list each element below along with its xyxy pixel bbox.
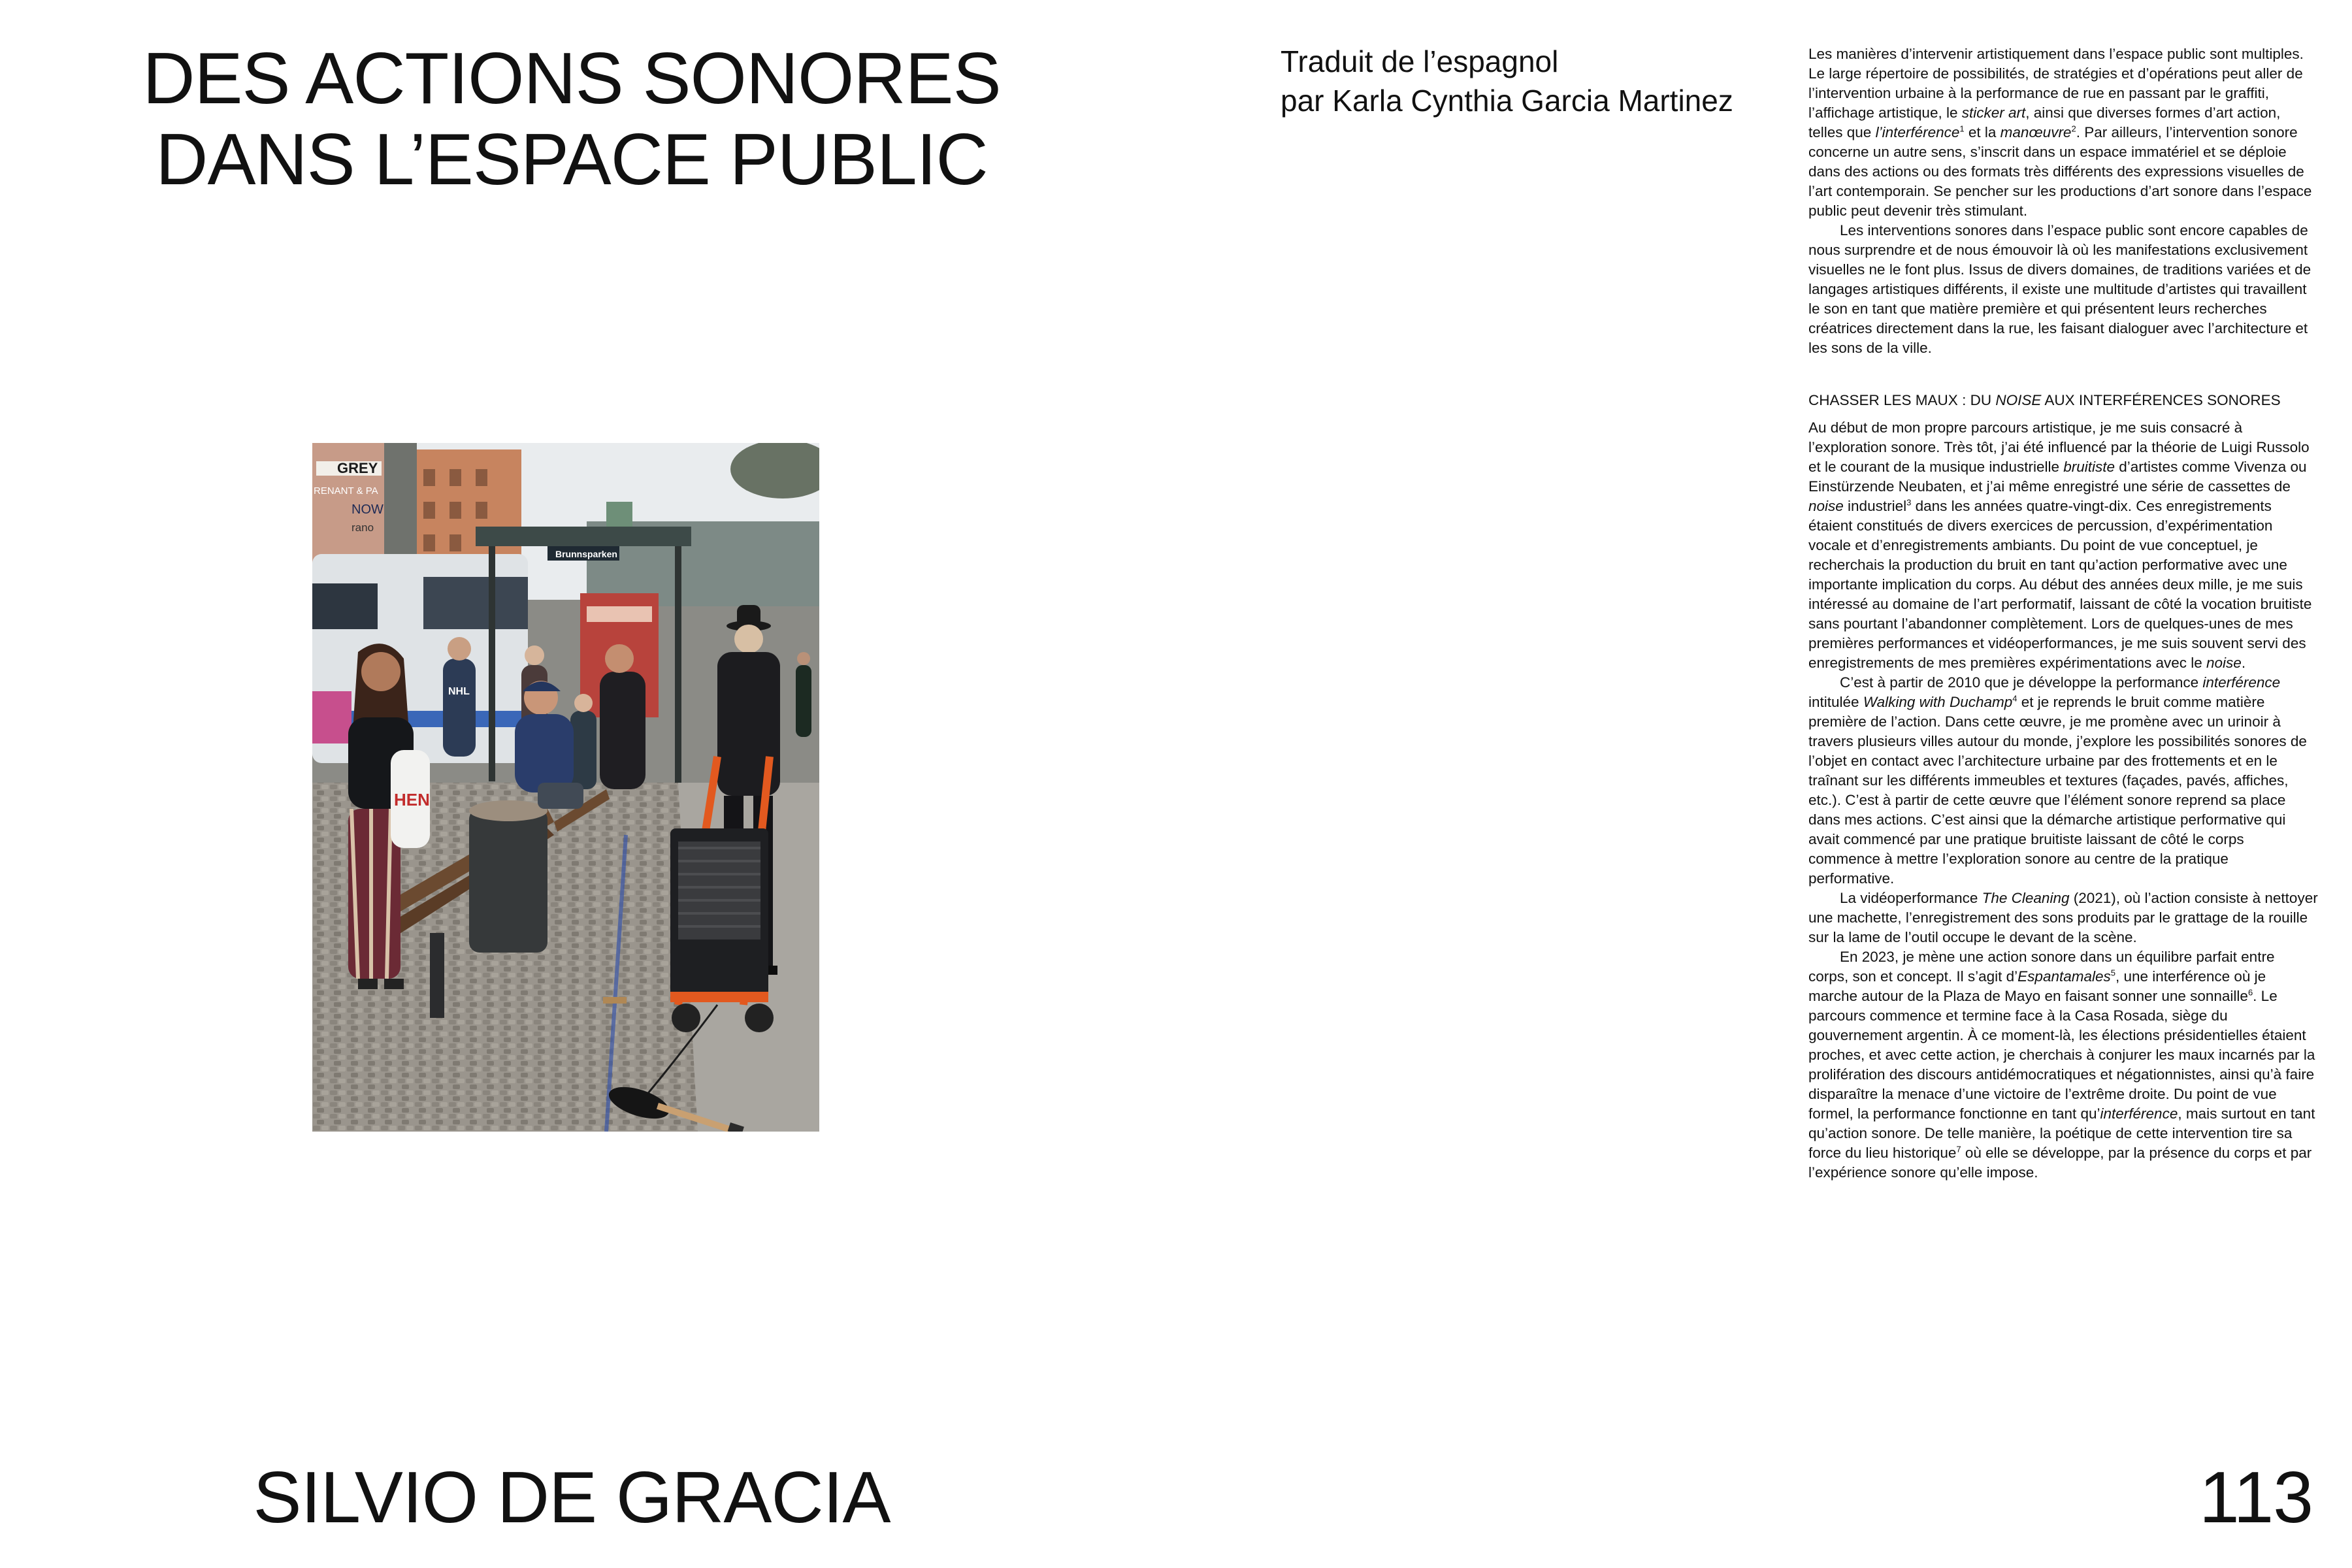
text-run: , une interférence où je marche autour de la Plaza de Mayo en faisant sonner une sonnaille bbox=[1808, 968, 2266, 1004]
bus-shelter-roof bbox=[476, 527, 691, 546]
store-text-3: rano bbox=[351, 521, 374, 534]
building-sign: GREY bbox=[337, 460, 378, 476]
photo-illustration bbox=[312, 443, 819, 1132]
text-run: et la bbox=[1964, 124, 2001, 140]
store-text-1: RENANT & PA bbox=[314, 485, 378, 497]
text-run: CHASSER LES MAUX : DU bbox=[1808, 392, 1996, 408]
shirt-print: NHL bbox=[448, 686, 470, 697]
italic-run: Espantamales bbox=[2017, 968, 2111, 985]
text-run: . Par ailleurs, l’intervention sonore concerne un autre sens, s’inscrit dans un espace immatériel et se déploie dans des actions ou des formats très différents des expressions visuelles de l’art contemporain. Se pencher sur les productions d’art sonore dans l’espace public peut devenir très stimulant. bbox=[1808, 124, 2312, 219]
italic-run: interférence bbox=[2202, 674, 2281, 691]
footnote-marker: 1 bbox=[1959, 123, 1965, 134]
bag-print: HEN bbox=[394, 790, 430, 809]
store-text-2: NOW bbox=[351, 502, 384, 517]
text-run: . Le parcours commence et termine face à la Casa Rosada, siège du gouvernement argentin. À ce moment-là, les élections présidentielles étaient proches, et avec cette action, je cherchais à conjurer les maux incarnés par la prolifération des discours antidémocratiques et négationnistes, ainsi qu’à faire disparaître la menace d’une victoire de l’extrême droite. Du point de vue formel, la performance fonctionne en tant qu’ bbox=[1808, 988, 2315, 1122]
intro-text bbox=[1808, 44, 2318, 358]
text-run: C’est à partir de 2010 que je développe la performance bbox=[1840, 674, 2203, 691]
text-run: , mais surtout en tant qu’action sonore. De telle manière, la poétique de cette intervention tire sa force du lieu historique bbox=[1808, 1105, 2315, 1161]
seated-man bbox=[515, 681, 583, 809]
body-paragraph bbox=[1808, 889, 2318, 947]
street-performance-photo bbox=[312, 443, 819, 1132]
italic-run: bruitiste bbox=[2063, 459, 2115, 475]
trash-bin bbox=[469, 809, 547, 953]
body-paragraph bbox=[1808, 673, 2318, 889]
article-title bbox=[131, 38, 1013, 200]
text-run: intitulée bbox=[1808, 694, 1863, 710]
text-run: En 2023, je mène une action sonore dans un équilibre parfait entre corps, son et concept. Il s’agit d’ bbox=[1808, 949, 2275, 985]
title-line-1: DES ACTIONS SONORES bbox=[142, 38, 1001, 119]
translator-credit bbox=[1281, 42, 1777, 120]
page-number: 113 bbox=[2199, 1457, 2313, 1538]
footnote-marker: 2 bbox=[2071, 123, 2076, 134]
text-run: et je reprends le bruit comme matière première de l’action. Dans cette œuvre, je me promène avec un urinoir à travers plusieurs villes autour du monde, j’explore les possibilités sonores de l’objet en contact avec l’architecture urbaine par des frottements et en le traînant sur les différents immeubles et textures (façades, pavés, affiches, etc.). C’est à partir de cette œuvre que l’élément sonore reprend sa place dans mes actions. C’est ainsi que la démarche artistique performative qui avait commencé par une pratique bruitiste laissant de côté le corps commence à mettre l’exploration sonore au centre de la pratique performative. bbox=[1808, 694, 2307, 887]
italic-run: noise bbox=[2206, 655, 2242, 671]
italic-run: NOISE bbox=[1995, 392, 2042, 408]
text-run: La vidéoperformance bbox=[1840, 890, 1982, 906]
text-run: . bbox=[2241, 655, 2246, 671]
translator-line-2: par Karla Cynthia Garcia Martinez bbox=[1281, 84, 1733, 118]
intro-paragraph bbox=[1808, 221, 2318, 358]
text-run: Au début de mon propre parcours artistique, je me suis consacré à l’exploration sonore. Très tôt, j’ai été influencé par la théorie de Luigi Russolo et le courant de la musique industrielle bbox=[1808, 419, 2310, 475]
intro-paragraph bbox=[1808, 44, 2318, 221]
body-paragraph bbox=[1808, 947, 2318, 1183]
footnote-marker: 7 bbox=[1956, 1144, 1961, 1154]
text-run: , ainsi que diverses formes d’art action, telles que bbox=[1808, 105, 2281, 140]
text-run: d’artistes comme Vivenza ou Einstürzende Neubaten, et j’ai même enregistré une série de cassettes de bbox=[1808, 459, 2307, 495]
text-run: (2021), où l’action consiste à nettoyer une machette, l’enregistrement des sons produits par le grattage de la rouille sur la lame de l’outil occupe le devant de la scène. bbox=[1808, 890, 2318, 945]
italic-run: noise bbox=[1808, 498, 1844, 514]
italic-run: manœuvre bbox=[2000, 124, 2072, 140]
body-paragraph bbox=[1808, 418, 2318, 673]
text-run: Les interventions sonores dans l’espace public sont encore capables de nous surprendre et de nous émouvoir là où les manifestations exclusivement visuelles ne le font plus. Issus de divers domaines, de traditions variées et de langages artistiques différents, il existe une multitude d’artistes qui travaillent le son en tant que matière première et qui présentent leurs recherches créatrices directement dans la rue, les faisant dialoguer avec l’architecture et les sons de la ville. bbox=[1808, 222, 2311, 356]
footnote-marker: 4 bbox=[2012, 693, 2017, 704]
title-line-2: DANS L’ESPACE PUBLIC bbox=[155, 119, 988, 200]
author-name: SILVIO DE GRACIA bbox=[253, 1457, 890, 1538]
italic-run: l’interférence bbox=[1875, 124, 1960, 140]
translator-line-1: Traduit de l’espagnol bbox=[1281, 44, 1559, 78]
text-run: où elle se développe, par la présence du corps et par l’expérience sonore qu’elle impose. bbox=[1808, 1145, 2312, 1181]
section-heading bbox=[1808, 391, 2318, 410]
text-run: dans les années quatre-vingt-dix. Ces enregistrements étaient constitués de divers exercices de percussion, d’expérimentation vocale et d’enregistrements ambiants. Du point de vue conceptuel, je recherchais la production du bruit en tant qu’action performative avec une importante implication du corps. Au début des années deux mille, je me suis intéressé au domaine de l’art performatif, laissant de côté la vocation bruitiste sans pourtant l’abandonner complètement. Lors de quelques-unes de mes premières performances et vidéoperformances, je me suis souvent servi des enregistrements de mes premières expérimentations avec le bbox=[1808, 498, 2312, 671]
section-body bbox=[1808, 418, 2318, 1183]
text-run: industriel bbox=[1843, 498, 1907, 514]
footnote-marker: 6 bbox=[2247, 987, 2253, 998]
italic-run: The Cleaning bbox=[1982, 890, 2070, 906]
italic-run: interférence bbox=[2100, 1105, 2178, 1122]
italic-run: Walking with Duchamp bbox=[1863, 694, 2013, 710]
text-run: AUX INTERFÉRENCES SONORES bbox=[2041, 392, 2281, 408]
text-run: Les manières d’intervenir artistiquement dans l’espace public sont multiples. Le large répertoire de possibilités, de stratégies et d’opérations peut aller de l’intervention urbaine à la performance de rue en passant par le graffiti, l’affichage artistique, le bbox=[1808, 46, 2304, 121]
italic-run: sticker art bbox=[1961, 105, 2026, 121]
footnote-marker: 5 bbox=[2110, 968, 2115, 978]
footnote-marker: 3 bbox=[1906, 497, 1912, 508]
shelter-sign: Brunnsparken bbox=[555, 549, 617, 559]
